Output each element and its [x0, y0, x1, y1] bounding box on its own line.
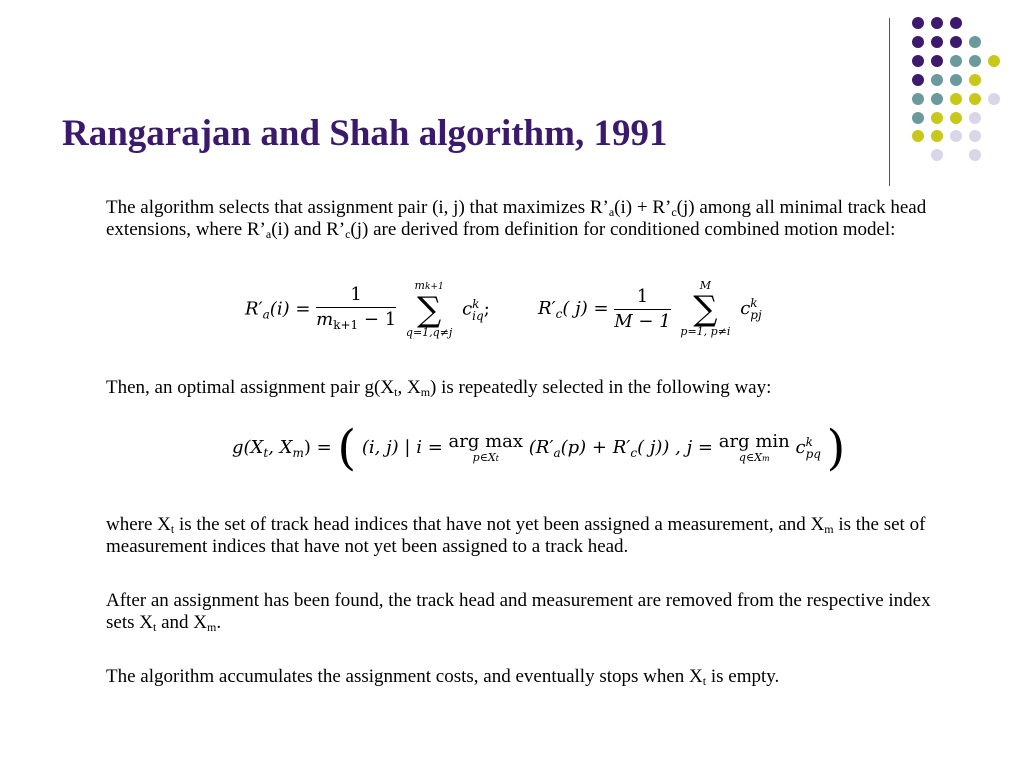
dot — [969, 55, 981, 67]
paragraph-optimal-pair: Then, an optimal assignment pair $g(X_t$, $X_m$) is repeatedly selected in the following way: — [106, 377, 772, 399]
slide-title: Rangarajan and Shah algorithm, 1991 — [62, 113, 668, 154]
formula-rc-definition: $R'_c$( j) = $\frac{1}{M - 1}$ M ∑ p=1, p≠i c k pj — [538, 279, 762, 338]
dot — [950, 112, 962, 124]
fraction: $\frac{1}{m_{k+1} - 1}$ — [316, 283, 397, 332]
dot — [950, 74, 962, 86]
dot — [969, 93, 981, 105]
dot — [969, 36, 981, 48]
dot — [912, 17, 924, 29]
summation: mk+1 ∑ q=1,q≠j — [405, 279, 453, 339]
dot — [931, 17, 943, 29]
paragraph-removal: After an assignment has been found, the track head and measurement are removed from the respective index sets $X_t$ and $X_m$. — [106, 590, 931, 634]
dot — [931, 55, 943, 67]
argmax-operator: arg max p∈Xt — [448, 430, 524, 464]
paragraph-algorithm-description: The algorithm selects that assignment pair (i, j) that maximizes $R’_a(i)$ + $R’_c(j)$ among all minimal track head extensions, where $R’_a(i)$ and $R’_c(j)$ are derived from definition for conditioned combined motion model: — [106, 197, 927, 241]
dot — [931, 112, 943, 124]
formula-g-assignment: $g(X_t$, $X_m$) = ( (i, j) | i = arg max p∈Xt ($R'_a(p) + R'_c$( j)) , j = arg min q∈Xm c k pq ) — [232, 420, 846, 476]
dot — [988, 55, 1000, 67]
fraction: $\frac{1}{M - 1}$ — [614, 285, 671, 332]
dot — [969, 112, 981, 124]
dot — [931, 74, 943, 86]
formula-ra-definition: $R'_a(i)$ = $\frac{1}{m_{k+1} - 1}$ mk+1 ∑ q=1,q≠j c k iq ; — [245, 279, 490, 339]
dot — [931, 93, 943, 105]
argmin-operator: arg min q∈Xm — [718, 430, 790, 464]
dot — [950, 55, 962, 67]
dot — [950, 36, 962, 48]
paragraph-termination: The algorithm accumulates the assignment costs, and eventually stops when $X_t$ is empty. — [106, 666, 780, 688]
dot — [912, 36, 924, 48]
dot — [950, 17, 962, 29]
dot — [969, 74, 981, 86]
dot — [912, 112, 924, 124]
decorative-dot-grid — [0, 0, 1024, 200]
dot — [912, 55, 924, 67]
dot — [931, 149, 943, 161]
dot — [912, 93, 924, 105]
dot — [950, 93, 962, 105]
dot — [969, 149, 981, 161]
dot — [988, 93, 1000, 105]
dot — [931, 130, 943, 142]
dot — [912, 74, 924, 86]
dot — [931, 36, 943, 48]
paragraph-index-sets: where $X_t$ is the set of track head indices that have not yet been assigned a measurement, and $X_m$ is the set of measurement indices that have not yet been assigned to a track head. — [106, 514, 926, 557]
dot — [950, 130, 962, 142]
summation: M ∑ p=1, p≠i — [680, 279, 731, 338]
title-divider-line — [889, 18, 890, 186]
dot — [969, 130, 981, 142]
dot — [912, 130, 924, 142]
